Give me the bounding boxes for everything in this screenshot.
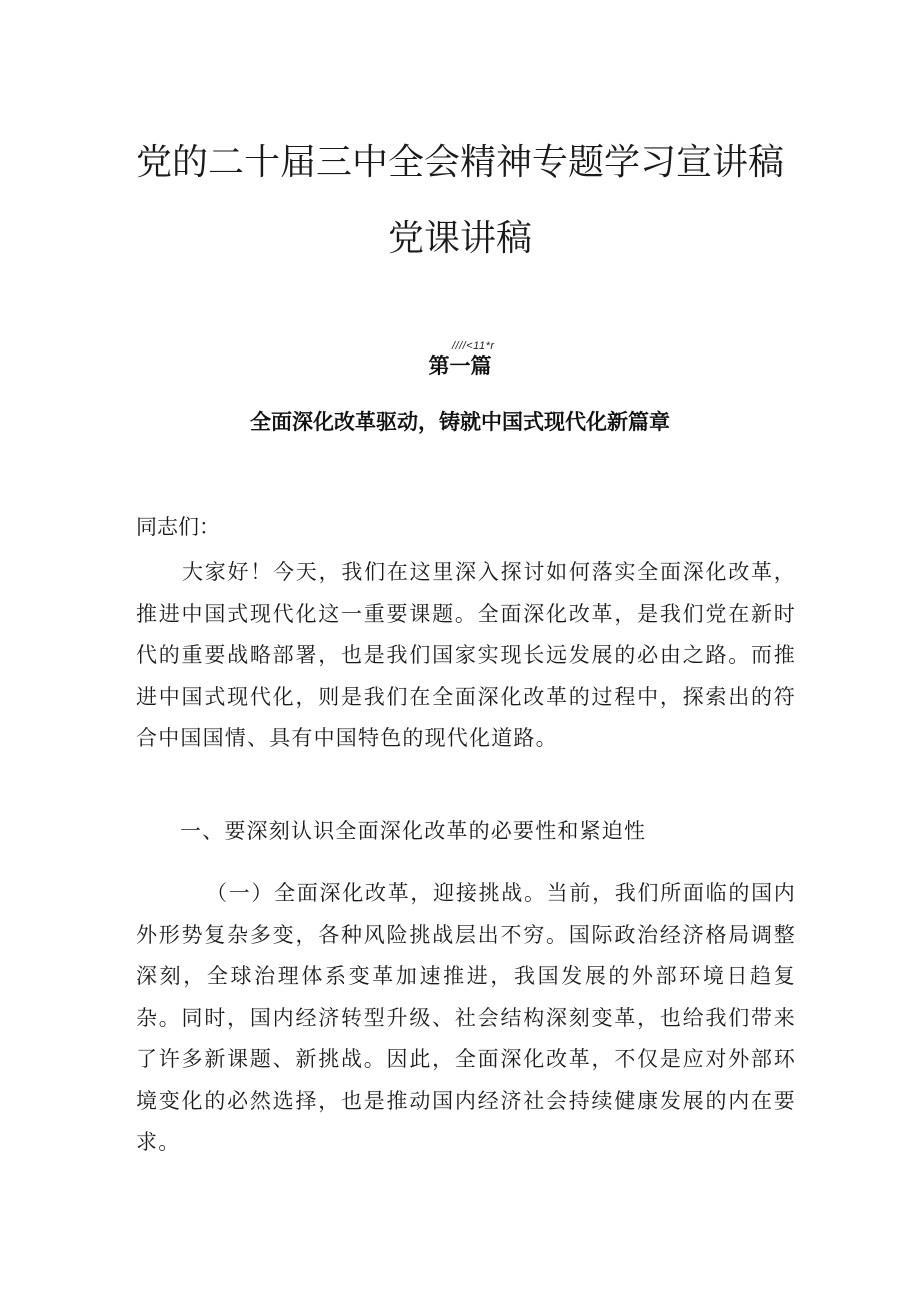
document-subtitle-title: 党课讲稿 [387, 218, 532, 259]
paragraph-intro: 大家好！今天，我们在这里深入探讨如何落实全面深化改革，推进中国式现代化这一重要课题。全面深化改革，是我们党在新时代的重要战略部署，也是我们国家实现长远发展的必由之路。而推进中国式现代化，则是我们在全面深化改革的过程中，探索出的符合中国国情、具有中国特色的现代化道路。 [136, 560, 796, 750]
chapter-subtitle: 全面深化改革驱动，铸就中国式现代化新篇章 [250, 410, 670, 434]
section-heading: 一、要深刻认识全面深化改革的必要性和紧迫性 [180, 819, 647, 843]
chapter-mark: ////<11*r [452, 340, 495, 352]
paragraph-section1: （一）全面深化改革，迎接挑战。当前，我们所面临的国内外形势复杂多变，各种风险挑战层出不穷。国际政治经济格局调整深刻，全球治理体系变革加速推进，我国发展的外部环境日趋复杂。同时，国内经济转型升级、社会结构深刻变革，也给我们带来了许多新课题、新挑战。因此，全面深化改革，不仅是应对外部环境变化的必然选择，也是推动国内经济社会持续健康发展的内在要求。 [136, 881, 796, 1154]
salutation: 同志们： [136, 515, 220, 539]
document-title: 党的二十届三中全会精神专题学习宣讲稿 [135, 142, 784, 183]
chapter-title: 第一篇 [428, 354, 492, 378]
